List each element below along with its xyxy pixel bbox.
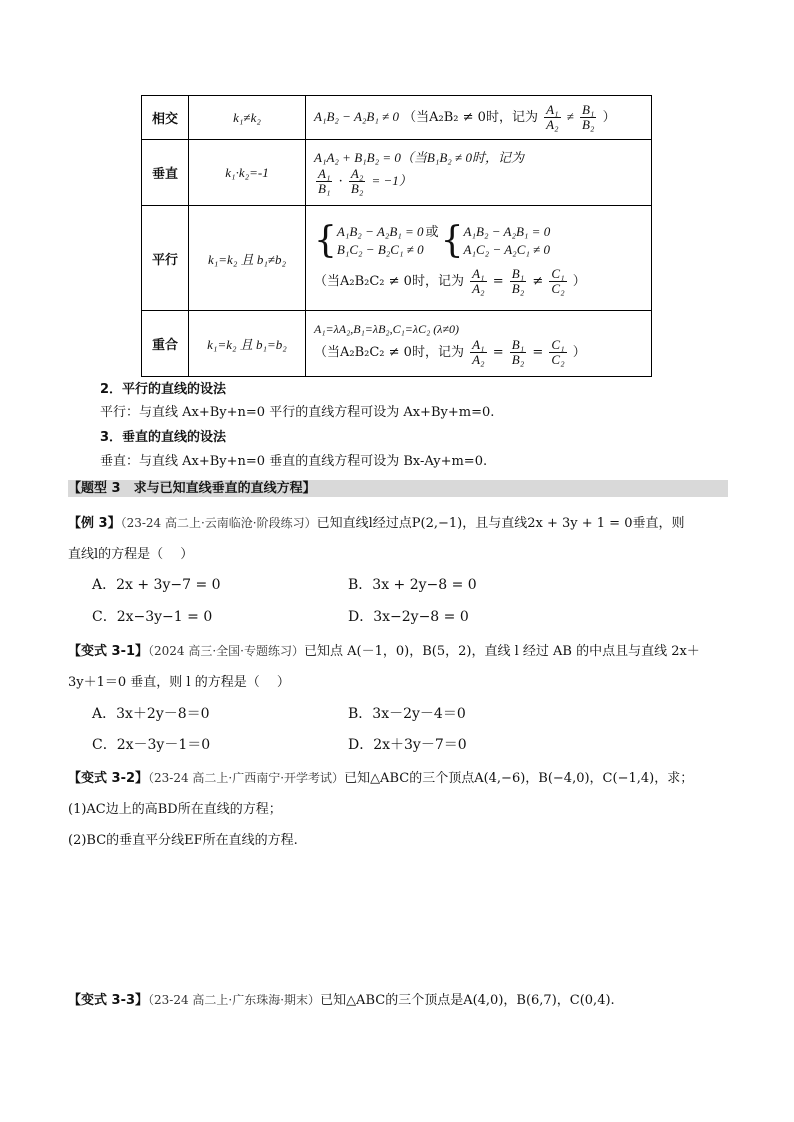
coefficient-condition: { A₁B₂ − A₂B₁ = 0 B₁C₂ − B₂C₁ ≠ 0 或 { A₁B₂ − A₂B₁ = 0 A₁C₂ − A₂C₁ ≠ 0 （当A₂B₂C₂ ≠ 0时，记为 $\frac{\text{A₁}}{\text{A₂}}$ = $\frac{\text{B₁}}{\text{B₂}}$ ≠ $\frac{\text{C₁}}{\text{C₂}}$ ）	[306, 206, 652, 311]
slope-condition: k₁≠k₂	[189, 96, 306, 140]
slope-condition: k₁=k₂ 且 b₁=b₂	[189, 311, 306, 377]
line-relation-table	[141, 95, 652, 377]
variant-3-1-line1: 【变式 3-1】（2024 高三·全国·专题练习）已知点 A(－1，0)，B(5，2)，直线 l 经过 AB 的中点且与直线 2x＋	[68, 644, 700, 659]
example-3-option-b: B．3x + 2y−8 = 0	[348, 577, 477, 593]
example-3-option-c: C．2x−3y−1 = 0	[92, 609, 213, 625]
example-3-option-a: A．2x + 3y−7 = 0	[92, 577, 221, 593]
relation-name: 垂直	[142, 140, 189, 206]
variant-3-1-option-a: A．3x＋2y－8＝0	[92, 706, 210, 722]
variant-3-2-question-2: (2)BC的垂直平分线EF所在直线的方程.	[68, 833, 298, 848]
variant-3-1-line2: 3y＋1＝0 垂直，则 l 的方程是（ ）	[68, 675, 290, 690]
table-row	[142, 96, 652, 140]
variant-3-2-line1: 【变式 3-2】（23-24 高二上·广西南宁·开学考试）已知△ABC的三个顶点A(4,−6)，B(−4,0)，C(−1,4)，求；	[68, 771, 694, 786]
slope-condition: k₁·k₂=-1	[189, 140, 306, 206]
question-type-banner	[68, 480, 728, 497]
table-row	[142, 311, 652, 377]
coefficient-condition: A₁=λA₂,B₁=λB₂,C₁=λC₂ (λ≠0) （当A₂B₂C₂ ≠ 0时，记为 $\frac{\text{A₁}}{\text{A₂}}$ = $\frac{\text{B₁}}{\text{B₂}}$ = $\frac{\text{C₁}}{\text{C₂}}$ ）	[306, 311, 652, 377]
slope-condition: k₁=k₂ 且 b₁≠b₂	[189, 206, 306, 311]
coefficient-condition: A₁A₂ + B₁B₂ = 0（当B₁B₂ ≠ 0时，记为 $\frac{\text{A₁}}{\text{B₁}}$ · $\frac{\text{A₂}}{\text{B₂}}$ = −1）	[306, 140, 652, 206]
example-3-line1: 【例 3】（23-24 高二上·云南临沧·阶段练习）已知直线l经过点P(2,−1)，且与直线2x + 3y + 1 = 0垂直，则	[68, 516, 685, 531]
section-3-title: 3．垂直的直线的设法	[100, 430, 227, 445]
section-2-title: 2．平行的直线的设法	[100, 382, 227, 397]
table-row	[142, 140, 652, 206]
relation-name: 相交	[142, 96, 189, 140]
variant-3-1-option-b: B．3x－2y－4＝0	[348, 706, 466, 722]
coefficient-condition: A₁B₂ − A₂B₁ ≠ 0 （当A₂B₂ ≠ 0时，记为 $\frac{\text{A₁}}{\text{A₂}}$ ≠ $\frac{\text{B₁}}{\text{B₂}}$ ）	[306, 96, 652, 140]
example-3-option-d: D．3x−2y−8 = 0	[348, 609, 469, 625]
variant-3-2-question-1: (1)AC边上的高BD所在直线的方程；	[68, 802, 282, 817]
section-2-text: 平行：与直线 Ax+By+n=0 平行的直线方程可设为 Ax+By+m=0.	[100, 405, 495, 420]
relation-name: 重合	[142, 311, 189, 377]
variant-3-3-line1: 【变式 3-3】（23-24 高二上·广东珠海·期末）已知△ABC的三个顶点是A(4,0)，B(6,7)，C(0,4).	[68, 993, 615, 1008]
variant-3-1-option-c: C．2x－3y－1＝0	[92, 737, 211, 753]
variant-3-1-option-d: D．2x＋3y－7＝0	[348, 737, 467, 753]
table-row	[142, 206, 652, 311]
section-3-text: 垂直：与直线 Ax+By+n=0 垂直的直线方程可设为 Bx-Ay+m=0.	[100, 454, 488, 469]
example-3-line2: 直线l的方程是（ ）	[68, 547, 194, 562]
relation-name: 平行	[142, 206, 189, 311]
banner-text: 【题型 3 求与已知直线垂直的直线方程】	[68, 481, 316, 496]
